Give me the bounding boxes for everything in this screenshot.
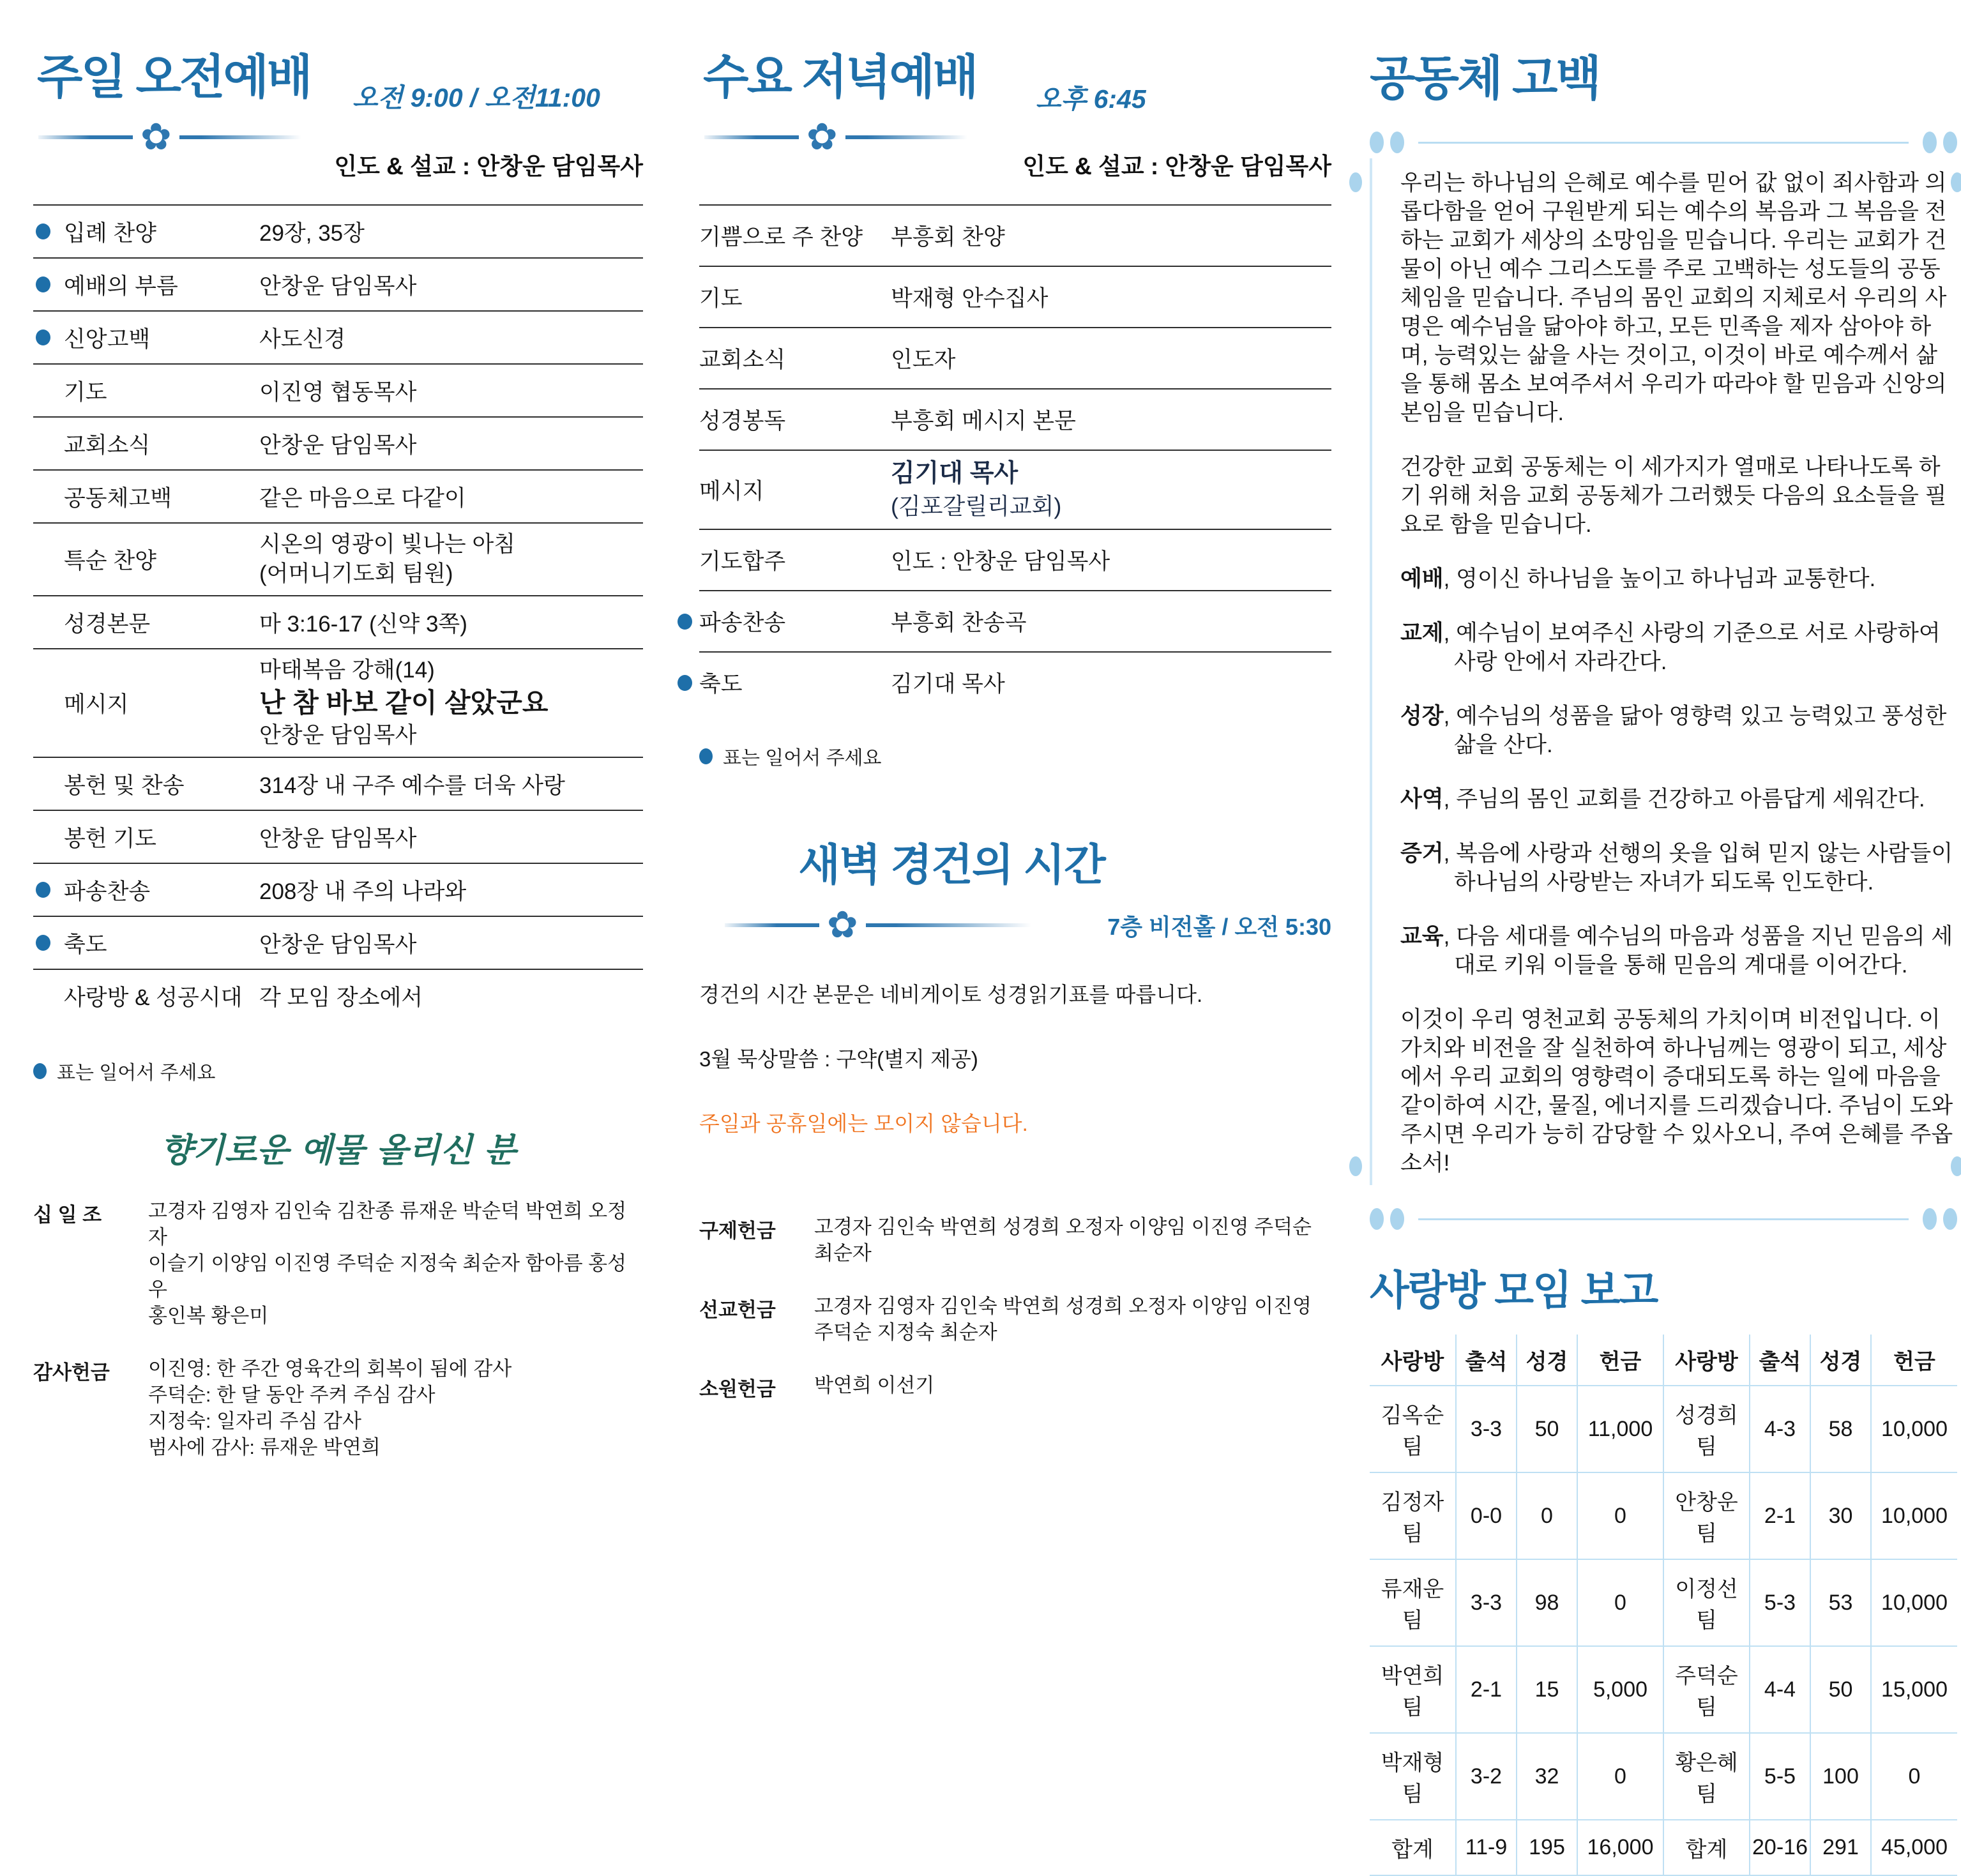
row-bullet <box>33 935 64 951</box>
quote-line <box>1418 142 1909 144</box>
team-cell: 박재형팀 <box>1370 1733 1456 1820</box>
sunday-schedule <box>33 204 643 1022</box>
wish-offering-block <box>699 1372 1331 1402</box>
dawn-divider-row <box>699 904 1331 946</box>
special-song-title: 시온의 영광이 빛나는 아침 <box>259 532 516 557</box>
row-value: 208장 내 주의 나라와 <box>259 879 467 904</box>
row-value: 인도 : 안창운 담임목사 <box>891 549 1110 574</box>
stand-note-text: 표는 일어서 주세요 <box>57 1063 216 1084</box>
quote-dots-icon <box>1370 1208 1404 1230</box>
table-row <box>1370 1472 1957 1559</box>
attendance-cell: 4-4 <box>1750 1646 1810 1733</box>
confession-item-text: , 다음 세대를 예수님의 마음과 성품을 지닌 믿음의 세대로 키워 이들을 통해 믿음의 계대를 이어간다. <box>1443 924 1953 978</box>
attendance-cell: 2-1 <box>1456 1646 1517 1733</box>
stand-bullet-icon <box>36 223 50 239</box>
schedule-row <box>33 259 643 312</box>
stand-note <box>699 742 1331 770</box>
quote-dots-icon <box>1370 132 1404 153</box>
confession-item <box>1400 564 1956 593</box>
confession-title: 공동체 고백 <box>1370 52 1600 105</box>
row-value: 29장, 35장 <box>259 220 365 246</box>
confession-item <box>1400 785 1956 813</box>
sunday-title: 주일 오전예배 <box>37 50 311 103</box>
schedule-row <box>699 530 1331 591</box>
table-total-row <box>1370 1820 1957 1875</box>
schedule-row <box>33 365 643 418</box>
wish-line: 박연희 이선기 <box>814 1374 935 1396</box>
confession-term: 증거 <box>1400 841 1444 866</box>
wednesday-offerings <box>699 1214 1331 1402</box>
bible-cell: 30 <box>1810 1472 1871 1559</box>
schedule-row <box>699 653 1331 713</box>
stand-bullet-icon <box>678 614 692 630</box>
row-label: 사랑방 & 성공시대 <box>64 985 243 1010</box>
quote-dot-icon <box>1349 172 1362 192</box>
stand-note <box>33 1057 643 1085</box>
schedule-row <box>33 811 643 864</box>
special-song-team: (어머니기도회 팀원) <box>259 561 453 586</box>
divider-line <box>179 135 301 139</box>
bible-cell: 100 <box>1810 1733 1871 1820</box>
table-row <box>1370 1646 1957 1733</box>
thanks-offering-list <box>148 1356 643 1460</box>
row-label: 축도 <box>699 672 743 697</box>
confession-item-text: , 예수님이 보여주신 사랑의 기준으로 서로 사랑하여 사랑 안에서 자라간다. <box>1443 621 1941 674</box>
total-label-cell: 합계 <box>1663 1820 1750 1875</box>
thanks-line: 주덕순: 한 달 동안 주켜 주심 감사 <box>148 1384 435 1406</box>
thanks-line: 이진영: 한 주간 영육간의 회복이 됨에 감사 <box>148 1358 512 1380</box>
col-header: 출석 <box>1750 1335 1810 1386</box>
dawn-devotion-title: 새벽 경건의 시간 <box>798 841 1105 889</box>
row-value: 안창운 담임목사 <box>259 273 417 299</box>
relief-offering-names <box>814 1214 1331 1266</box>
table-header-row <box>1370 1335 1957 1386</box>
thanks-offering-label: 감사헌금 <box>33 1361 110 1384</box>
confession-item-text: , 영이신 하나님을 높이고 하나님과 교통한다. <box>1443 566 1876 591</box>
schedule-row <box>699 328 1331 390</box>
tithe-line: 이슬기 이양임 이진영 주덕순 지정숙 최순자 함아름 홍성우 <box>148 1252 627 1301</box>
col-header: 헌금 <box>1577 1335 1663 1386</box>
relief-line: 고경자 김인숙 박연희 성경희 오정자 이양임 이진영 주덕순 <box>814 1216 1312 1238</box>
thanks-offering-block <box>33 1356 643 1460</box>
bible-cell: 15 <box>1517 1646 1577 1733</box>
confession-item <box>1400 839 1956 896</box>
relief-offering-label: 구제헌금 <box>699 1220 776 1242</box>
schedule-row <box>33 596 643 649</box>
confession-body <box>1370 158 1957 1185</box>
row-value <box>259 656 643 750</box>
row-label: 교회소식 <box>699 347 786 372</box>
row-label: 메시지 <box>64 692 129 717</box>
tithe-block <box>33 1198 643 1329</box>
row-label: 기도 <box>64 379 107 405</box>
col-header: 출석 <box>1456 1335 1517 1386</box>
row-label: 메시지 <box>699 479 764 504</box>
quote-dot-icon <box>1349 1156 1362 1176</box>
row-label: 성경봉독 <box>699 409 786 434</box>
attendance-cell: 0-0 <box>1456 1472 1517 1559</box>
stand-bullet-icon <box>36 935 50 951</box>
flower-icon: ✿ <box>806 116 838 158</box>
stand-bullet-icon <box>36 882 50 898</box>
schedule-row <box>33 758 643 811</box>
confession-paragraph: 건강한 교회 공동체는 이 세가지가 열매로 나타나도록 하기 위해 처음 교회 공동체가 그러했듯 다음의 요소들을 필요로 함을 믿습니다. <box>1400 455 1947 537</box>
row-bullet <box>33 276 64 292</box>
confession-term: 교제 <box>1400 621 1444 646</box>
divider-line <box>725 923 819 927</box>
confession-item <box>1400 619 1956 676</box>
row-value: 부흥회 찬송곡 <box>891 610 1027 635</box>
close-quote-decoration <box>1370 1208 1957 1230</box>
row-bullet <box>33 223 64 239</box>
confession-item-text: , 예수님의 성품을 닮아 영향력 있고 능력있고 풍성한 삶을 산다. <box>1443 704 1947 757</box>
offering-cell: 11,000 <box>1577 1386 1663 1472</box>
attendance-cell: 4-3 <box>1750 1386 1810 1472</box>
row-value: 사도신경 <box>259 326 346 352</box>
row-value: 314장 내 구주 예수를 더욱 사랑 <box>259 773 565 798</box>
row-value: 김기대 목사 <box>891 672 1005 697</box>
attendance-total-cell: 20-16 <box>1750 1820 1810 1875</box>
schedule-row <box>33 524 643 596</box>
total-label-cell: 합계 <box>1370 1820 1456 1875</box>
row-label: 기도 <box>699 286 743 311</box>
team-cell: 김정자팀 <box>1370 1472 1456 1559</box>
confession-term: 사역 <box>1400 787 1444 812</box>
bible-cell: 53 <box>1810 1559 1871 1646</box>
row-value: 부흥회 메시지 본문 <box>891 409 1076 434</box>
col-header: 사랑방 <box>1370 1335 1456 1386</box>
row-label: 성경본문 <box>64 611 151 637</box>
tithe-label: 십 일 조 <box>33 1204 102 1226</box>
col-header: 성경 <box>1517 1335 1577 1386</box>
row-bullet <box>33 329 64 345</box>
team-cell: 주덕순팀 <box>1663 1646 1750 1733</box>
attendance-cell: 3-3 <box>1456 1386 1517 1472</box>
cell-report-table <box>1370 1335 1957 1876</box>
offering-cell: 0 <box>1577 1559 1663 1646</box>
bible-cell: 98 <box>1517 1559 1577 1646</box>
bible-cell: 50 <box>1517 1386 1577 1472</box>
divider-line <box>866 923 1031 927</box>
sunday-time: 오전 9:00 / 오전11:00 <box>352 83 600 112</box>
row-label: 봉헌 및 찬송 <box>64 773 185 798</box>
wish-offering-label: 소원헌금 <box>699 1378 776 1400</box>
mission-line: 주덕순 지정숙 최순자 <box>814 1321 997 1343</box>
row-label: 예배의 부름 <box>64 273 178 299</box>
stand-bullet-icon <box>33 1063 47 1079</box>
row-label: 특순 찬양 <box>64 548 156 573</box>
confession-section <box>1370 0 1957 1876</box>
row-value <box>259 530 643 589</box>
sunday-service-section <box>33 0 643 1460</box>
row-value: 안창운 담임목사 <box>259 932 417 957</box>
stand-bullet-icon <box>36 329 50 345</box>
message-preacher: 안창운 담임목사 <box>259 723 417 748</box>
schedule-row <box>699 591 1331 653</box>
wednesday-time: 오후 6:45 <box>1036 84 1146 114</box>
mission-offering-block <box>699 1293 1331 1345</box>
section-divider <box>704 116 967 158</box>
confession-term: 교육 <box>1400 924 1444 949</box>
stand-bullet-icon <box>36 276 50 292</box>
offering-cell: 15,000 <box>1871 1646 1957 1733</box>
row-label: 입례 찬양 <box>64 220 156 246</box>
row-value <box>891 457 1331 522</box>
stand-note-text: 표는 일어서 주세요 <box>723 748 882 769</box>
row-label: 봉헌 기도 <box>64 826 156 851</box>
confession-item <box>1400 702 1956 759</box>
team-cell: 이정선팀 <box>1663 1559 1750 1646</box>
schedule-row <box>699 390 1331 451</box>
quote-dots-icon <box>1923 132 1957 153</box>
col-header: 헌금 <box>1871 1335 1957 1386</box>
bible-cell: 58 <box>1810 1386 1871 1472</box>
wednesday-service-section <box>699 0 1331 1402</box>
sunday-leader-line: 인도 & 설교 : 안창운 담임목사 <box>334 153 643 179</box>
wish-offering-names <box>814 1372 1331 1402</box>
schedule-row <box>699 451 1331 530</box>
attendance-cell: 5-5 <box>1750 1733 1810 1820</box>
table-row <box>1370 1559 1957 1646</box>
row-label: 기도합주 <box>699 549 786 574</box>
dawn-meditation-line: 3월 묵상말씀 : 구약(별지 제공) <box>699 1047 978 1071</box>
offering-heading: 향기로운 예물 올리신 분 <box>160 1131 516 1170</box>
row-value: 안창운 담임목사 <box>259 826 417 851</box>
tithe-line: 홍인복 황은미 <box>148 1305 269 1327</box>
message-series: 마태복음 강해(14) <box>259 658 435 683</box>
quote-line <box>1418 1218 1909 1220</box>
row-value: 마 3:16-17 (신약 3쪽) <box>259 611 467 637</box>
bible-cell: 50 <box>1810 1646 1871 1733</box>
wednesday-schedule <box>699 204 1331 713</box>
attendance-cell: 3-2 <box>1456 1733 1517 1820</box>
bible-cell: 0 <box>1517 1472 1577 1559</box>
tithe-names <box>148 1198 643 1329</box>
stand-bullet-icon <box>699 748 713 764</box>
confession-term: 성장 <box>1400 704 1444 729</box>
relief-offering-block <box>699 1214 1331 1266</box>
row-value: 이진영 협동목사 <box>259 379 417 405</box>
row-label: 파송찬송 <box>64 879 151 904</box>
confession-paragraph: 이것이 우리 영천교회 공동체의 가치이며 비전입니다. 이 가치와 비전을 잘 실천하여 하나님께는 영광이 되고, 세상에서 우리 교회의 영향력이 증대되도록 하는 일에 마음을 같이하여 시간, 물질, 에너지를 드리겠습니다. 주님이 도와주시면 우리가 능히 감당할 수 있사오니, 주여 은혜를 주옵소서! <box>1400 1007 1953 1176</box>
offering-total-cell: 45,000 <box>1871 1820 1957 1875</box>
offering-cell: 10,000 <box>1871 1386 1957 1472</box>
offering-cell: 0 <box>1871 1733 1957 1820</box>
team-cell: 황은혜팀 <box>1663 1733 1750 1820</box>
thanks-line: 범사에 감사: 류재운 박연희 <box>148 1436 381 1458</box>
offering-cell: 5,000 <box>1577 1646 1663 1733</box>
confession-term: 예배 <box>1400 566 1444 591</box>
row-value: 부흥회 찬양 <box>891 225 1005 250</box>
confession-item-text: , 주님의 몸인 교회를 건강하고 아름답게 세워간다. <box>1443 787 1925 812</box>
schedule-row <box>33 917 643 970</box>
col-header: 사랑방 <box>1663 1335 1750 1386</box>
bible-total-cell: 291 <box>1810 1820 1871 1875</box>
offering-total-cell: 16,000 <box>1577 1820 1663 1875</box>
offering-cell: 10,000 <box>1871 1472 1957 1559</box>
mission-offering-names <box>814 1293 1331 1345</box>
schedule-row <box>33 649 643 758</box>
row-label: 신앙고백 <box>64 326 151 352</box>
tithe-line: 고경자 김영자 김인숙 김찬종 류재운 박순덕 박연희 오정자 <box>148 1200 627 1248</box>
row-value: 인도자 <box>891 347 956 372</box>
row-label: 파송찬송 <box>699 610 786 635</box>
team-cell: 안창운팀 <box>1663 1472 1750 1559</box>
row-value: 박재형 안수집사 <box>891 286 1049 311</box>
attendance-cell: 2-1 <box>1750 1472 1810 1559</box>
schedule-row <box>33 864 643 917</box>
flower-icon: ✿ <box>140 116 172 158</box>
divider-line <box>704 135 799 139</box>
confession-paragraph: 우리는 하나님의 은혜로 예수를 믿어 값 없이 죄사함과 의롭다함을 얻어 구원받게 되는 예수의 복음과 그 복음을 전하는 교회가 세상의 소망임을 믿습니다. 우리는 교회가 건물이 아닌 예수 그리스도를 주로 고백하는 성도들의 공동체임을 믿습니다. 주님의 몸인 교회의 지체로서 우리의 사명은 예수님을 닮아야 하고, 모든 민족을 제자 삼아야 하며, 능력있는 삶을 사는 것이고, 이것이 바로 예수께서 삶을 통해 몸소 보여주셔서 우리가 따라야 할 믿음과 신앙의 본임을 믿습니다. <box>1400 170 1947 425</box>
thanks-line: 지정숙: 일자리 주심 감사 <box>148 1410 361 1432</box>
team-cell: 김옥순팀 <box>1370 1386 1456 1472</box>
row-label: 공동체고백 <box>64 485 172 511</box>
mission-line: 고경자 김영자 김인숙 박연희 성경희 오정자 이양임 이진영 <box>814 1295 1312 1317</box>
schedule-row <box>699 267 1331 328</box>
attendance-cell: 5-3 <box>1750 1559 1810 1646</box>
row-label: 기쁨으로 주 찬양 <box>699 225 863 250</box>
schedule-row <box>33 418 643 471</box>
wednesday-title: 수요 저녁예배 <box>703 50 977 103</box>
attendance-cell: 3-3 <box>1456 1559 1517 1646</box>
row-value: 같은 마음으로 다같이 <box>259 485 466 511</box>
row-bullet <box>33 882 64 898</box>
divider-line <box>38 135 133 139</box>
table-row <box>1370 1733 1957 1820</box>
col-header: 성경 <box>1810 1335 1871 1386</box>
bible-cell: 32 <box>1517 1733 1577 1820</box>
confession-item <box>1400 922 1956 980</box>
relief-line: 최순자 <box>814 1242 872 1264</box>
team-cell: 성경희팀 <box>1663 1386 1750 1472</box>
offering-cell: 10,000 <box>1871 1559 1957 1646</box>
section-divider <box>725 904 1031 946</box>
stand-bullet-icon <box>678 675 692 691</box>
flower-icon: ✿ <box>827 904 858 946</box>
sunday-header <box>33 0 643 204</box>
attendance-total-cell: 11-9 <box>1456 1820 1517 1875</box>
team-cell: 류재운팀 <box>1370 1559 1456 1646</box>
row-label: 축도 <box>64 932 107 957</box>
schedule-row <box>33 312 643 365</box>
table-row <box>1370 1386 1957 1472</box>
dawn-holiday-notice: 주일과 공휴일에는 모이지 않습니다. <box>699 1112 1028 1135</box>
mission-offering-label: 선교헌금 <box>699 1299 776 1321</box>
row-label: 교회소식 <box>64 432 151 458</box>
confession-item-text: , 복음에 사랑과 선행의 옷을 입혀 믿지 않는 사람들이 하나님의 사랑받는 자녀가 되도록 인도한다. <box>1443 841 1953 895</box>
guest-preacher-name: 김기대 목사 <box>891 460 1018 487</box>
row-value: 안창운 담임목사 <box>259 432 417 458</box>
quote-dot-icon <box>1951 172 1961 192</box>
quote-dots-icon <box>1923 1208 1957 1230</box>
cell-report-title: 사랑방 모임 보고 <box>1370 1267 1658 1313</box>
guest-preacher-church: (김포갈릴리교회) <box>891 493 1062 519</box>
schedule-row <box>699 206 1331 267</box>
wednesday-leader-line: 인도 & 설교 : 안창운 담임목사 <box>1022 153 1331 179</box>
section-divider <box>38 116 301 158</box>
schedule-row <box>33 471 643 524</box>
divider-line <box>845 135 967 139</box>
schedule-row <box>33 206 643 259</box>
dawn-devotion-section <box>718 831 1185 893</box>
message-title: 난 참 바보 같이 살았군요 <box>259 688 549 718</box>
schedule-row <box>33 970 643 1022</box>
bible-total-cell: 195 <box>1517 1820 1577 1875</box>
dawn-info-line: 경건의 시간 본문은 네비게이토 성경읽기표를 따릅니다. <box>699 983 1203 1006</box>
row-value: 각 모임 장소에서 <box>259 985 423 1010</box>
dawn-place-time: 7층 비전홀 / 오전 5:30 <box>1107 913 1331 940</box>
quote-dot-icon <box>1951 1156 1961 1176</box>
wednesday-header <box>699 0 1331 204</box>
open-quote-decoration <box>1370 132 1957 153</box>
team-cell: 박연희팀 <box>1370 1646 1456 1733</box>
offering-cell: 0 <box>1577 1472 1663 1559</box>
offering-cell: 0 <box>1577 1733 1663 1820</box>
